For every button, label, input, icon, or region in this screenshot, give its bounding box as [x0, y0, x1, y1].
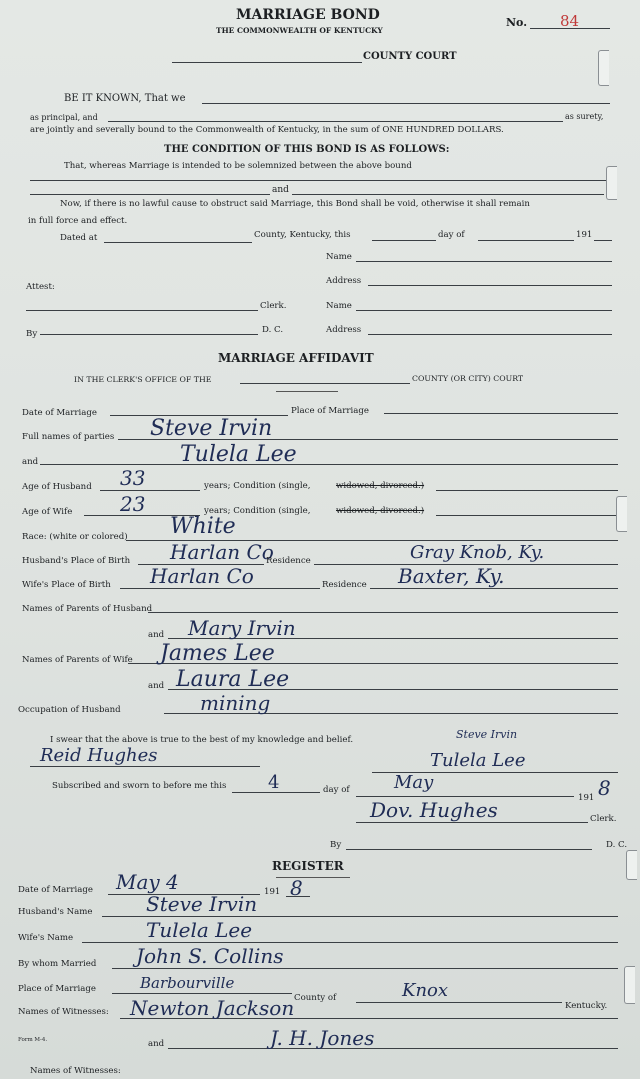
condition-line-2 — [436, 515, 618, 516]
hw-register-witness-2: J. H. Jones — [270, 1026, 375, 1050]
hw-witness-signature: Reid Hughes — [40, 745, 158, 766]
subscribed-label: Subscribed and sworn to before me this — [52, 781, 227, 791]
bond-number-value: 84 — [560, 12, 580, 30]
jointly-bound: are jointly and severally bound to the Commonwealth of Kentucky, in the sum of ONE HUNDRED DOLLARS. — [30, 125, 504, 135]
now-if: Now, if there is no lawful cause to obstruct said Marriage, this Bond shall be void, otherwise it shall remain — [60, 199, 530, 209]
county-court-line — [172, 62, 362, 63]
as-principal: as principal, and — [30, 113, 98, 122]
hw-sig-husband: Steve Irvin — [456, 728, 518, 741]
hw-clerk-signature: Dov. Hughes — [370, 798, 498, 822]
hw-wife-parent-2: Laura Lee — [176, 667, 290, 692]
clerks-office-line — [240, 383, 410, 384]
and-label-3: and — [148, 681, 165, 691]
date-of-marriage: Date of Marriage — [22, 408, 97, 418]
condition-line-1 — [436, 490, 618, 491]
address-label-2: Address — [326, 325, 362, 335]
widowed-1: widowed, divorced.) — [336, 481, 425, 491]
register-title: REGISTER — [272, 859, 344, 873]
county-ky: County, Kentucky, this — [254, 230, 351, 240]
hw-husband-birth: Harlan Co — [170, 540, 274, 564]
bond-clerk: Clerk. — [260, 301, 287, 311]
witness-2-line — [168, 1048, 618, 1049]
hw-wife-birth: Harlan Co — [150, 564, 254, 588]
affidavit-county-court: COUNTY (OR CITY) COURT — [412, 374, 524, 383]
form-number: Form M-4. — [18, 1037, 48, 1043]
as-surety: as surety, — [565, 112, 604, 121]
form-edge-tab-3 — [616, 496, 627, 532]
this-day-line — [372, 240, 436, 241]
hw-name-husband: Steve Irvin — [150, 416, 273, 441]
residence-label-1: Residence — [266, 556, 311, 566]
principals-line — [202, 103, 610, 104]
bond-number-label: No. — [506, 16, 528, 29]
full-names-label: Full names of parties — [22, 432, 115, 442]
hw-sworn-month: May — [394, 772, 434, 793]
hw-husband-residence: Gray Knob, Ky. — [410, 542, 545, 563]
by-whom-line — [112, 968, 618, 969]
hw-race: White — [170, 514, 236, 539]
bond-by: By — [26, 329, 38, 339]
age-husband-line — [100, 490, 200, 491]
hw-husband-parent-2: Mary Irvin — [188, 616, 296, 640]
name-line-2 — [356, 310, 612, 311]
husbands-name-line — [102, 916, 618, 917]
full-force: in full force and effect. — [28, 216, 128, 226]
husbands-name-label: Husband's Name — [18, 907, 93, 917]
occupation-label: Occupation of Husband — [18, 705, 121, 715]
hw-sworn-day: 4 — [268, 772, 280, 793]
affidavit-title: MARRIAGE AFFIDAVIT — [218, 351, 374, 365]
hw-register-place: Barbourville — [140, 974, 235, 992]
form-edge-tab-2 — [606, 166, 617, 200]
hw-name-wife: Tulela Lee — [180, 442, 297, 467]
witnesses-label: Names of Witnesses: — [18, 1007, 109, 1017]
by-whom-label: By whom Married — [18, 959, 97, 969]
bond-county-court: COUNTY COURT — [363, 51, 457, 62]
residence-label-2: Residence — [322, 580, 367, 590]
place-label: Place of Marriage — [18, 984, 96, 994]
hw-register-witness-1: Newton Jackson — [130, 996, 295, 1020]
clerk-sig-line — [356, 822, 588, 823]
witness-sign-line — [30, 766, 260, 767]
name-line-1 — [356, 261, 612, 262]
parents-husband-label: Names of Parents of Husband — [22, 604, 153, 614]
sworn-day-of: day of — [323, 785, 350, 795]
bond-and: and — [272, 185, 289, 195]
place-of-marriage-line — [384, 413, 618, 414]
sworn-month-line — [356, 796, 574, 797]
in-clerks-office: IN THE CLERK'S OFFICE OF THE — [74, 375, 212, 384]
years-condition-2: years; Condition (single, — [204, 506, 311, 516]
hw-register-date: May 4 — [116, 870, 179, 894]
and-line — [40, 464, 618, 465]
years-condition-1: years; Condition (single, — [204, 481, 311, 491]
hw-register-husband: Steve Irvin — [146, 892, 258, 916]
short-rule — [276, 391, 338, 392]
hw-sworn-year: 8 — [598, 776, 611, 800]
wife-birth-line — [120, 588, 320, 589]
register-and: and — [148, 1039, 165, 1049]
clerk-sign-line — [26, 310, 258, 311]
hw-wife-residence: Baxter, Ky. — [398, 564, 505, 588]
bond-year-line — [594, 240, 612, 241]
wifes-name-line — [82, 942, 618, 943]
condition-heading: THE CONDITION OF THIS BOND IS AS FOLLOWS: — [164, 144, 450, 155]
place-of-marriage: Place of Marriage — [291, 406, 369, 416]
wife-birth-label: Wife's Place of Birth — [22, 580, 111, 590]
form-edge-tab — [598, 50, 609, 86]
principal-line — [108, 121, 563, 122]
parents-wife-label: Names of Parents of Wife — [22, 655, 133, 665]
address-label-1: Address — [326, 276, 362, 286]
address-line-1 — [368, 285, 612, 286]
form-edge-tab-4 — [626, 850, 637, 880]
affidavit-clerk: Clerk. — [590, 814, 617, 824]
affidavit-by: By — [330, 840, 342, 850]
hw-sig-wife: Tulela Lee — [430, 750, 526, 771]
race-label: Race: (white or colored) — [22, 532, 128, 542]
and-label-2: and — [148, 630, 165, 640]
bond-dc: D. C. — [262, 325, 284, 335]
wifes-name-label: Wife's Name — [18, 933, 74, 943]
bond-title: MARRIAGE BOND — [236, 7, 380, 23]
parents-husband-line — [148, 612, 618, 613]
hw-register-by-whom: John S. Collins — [136, 944, 284, 968]
bond-subtitle: THE COMMONWEALTH OF KENTUCKY — [216, 26, 383, 35]
affidavit-by-line — [346, 849, 592, 850]
dated-at-line — [104, 242, 252, 243]
residence-line-2 — [370, 588, 618, 589]
hw-occupation: mining — [200, 691, 271, 715]
month-line — [478, 240, 574, 241]
swear-statement: I swear that the above is true to the best of my knowledge and belief. — [50, 735, 354, 745]
hw-register-county: Knox — [402, 980, 449, 1001]
bond-day-of: day of — [438, 230, 465, 240]
hw-age-wife: 23 — [120, 492, 146, 516]
hw-register-year: 8 — [290, 876, 303, 900]
name-label-1: Name — [326, 252, 352, 262]
sworn-year: 191 — [578, 793, 595, 803]
bond-by-line — [40, 334, 258, 335]
age-wife-label: Age of Wife — [22, 507, 73, 517]
party-line-2b — [292, 194, 604, 195]
party-line-1 — [30, 180, 610, 181]
bond-year: 191 — [576, 230, 593, 240]
dated-at: Dated at — [60, 233, 98, 243]
hw-wife-parent-1: James Lee — [160, 641, 275, 666]
hw-register-wife: Tulela Lee — [146, 918, 253, 942]
kentucky-label: Kentucky. — [565, 1001, 608, 1011]
widowed-2: widowed, divorced.) — [336, 506, 425, 516]
and-label: and — [22, 457, 39, 467]
husband-birth-label: Husband's Place of Birth — [22, 556, 131, 566]
register-year: 191 — [264, 887, 281, 897]
attest-label: Attest: — [26, 282, 55, 292]
place-line — [112, 993, 292, 994]
that-whereas: That, whereas Marriage is intended to be solemnized between the above bound — [64, 161, 412, 171]
form-edge-tab-5 — [624, 966, 635, 1004]
county-of-line — [356, 1002, 562, 1003]
party-line-2a — [30, 194, 270, 195]
witnesses-label-2: Names of Witnesses: — [30, 1066, 121, 1076]
register-date-label: Date of Marriage — [18, 885, 93, 895]
affidavit-dc: D. C. — [606, 840, 628, 850]
be-it-known: BE IT KNOWN, That we — [64, 93, 186, 104]
age-husband-label: Age of Husband — [22, 482, 92, 492]
name-label-2: Name — [326, 301, 352, 311]
register-rule — [276, 877, 350, 878]
address-line-2 — [368, 334, 612, 335]
county-of-label: County of — [294, 993, 337, 1003]
hw-age-husband: 33 — [120, 466, 146, 490]
